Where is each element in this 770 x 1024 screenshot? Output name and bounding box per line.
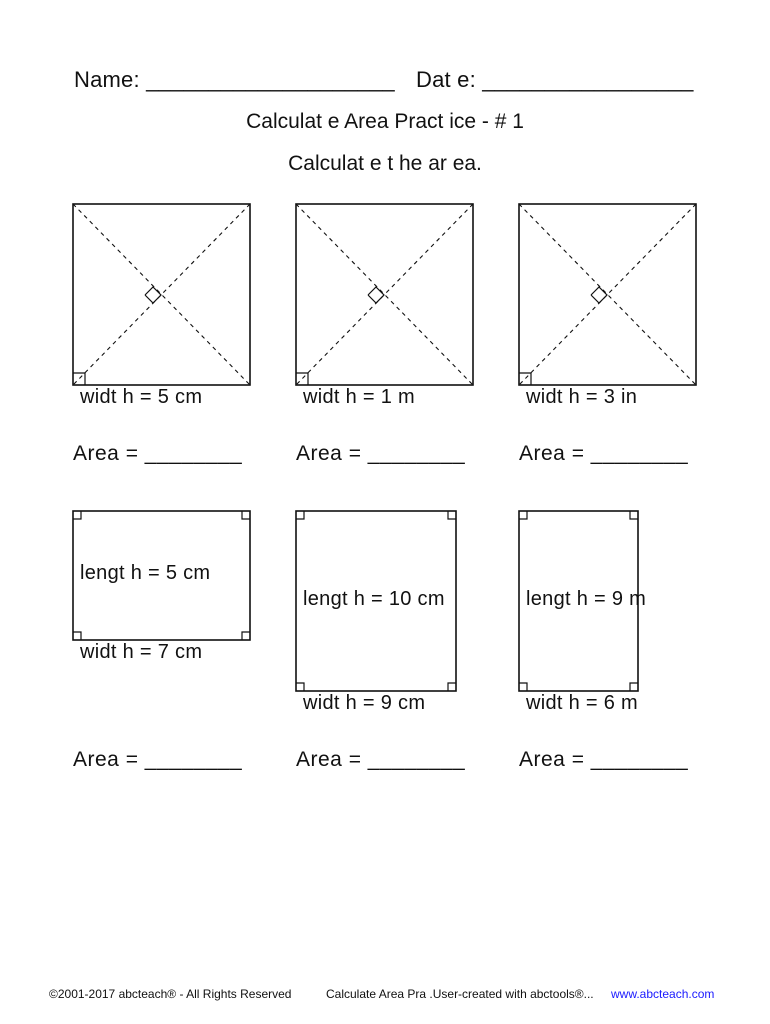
rectangle-1-length-label: lengt h = 5 cm (80, 562, 211, 584)
square-figure-3 (518, 203, 698, 387)
square-2-area-answer: Area = ________ (296, 442, 466, 465)
square-2-width-label: widt h = 1 m (303, 386, 415, 408)
square-figure-1 (72, 203, 252, 387)
rectangle-3-width-label: widt h = 6 m (526, 692, 638, 714)
square-1-area-answer: Area = ________ (73, 442, 243, 465)
rectangle-3-length-label: lengt h = 9 m (526, 588, 647, 610)
rectangle-2-length-label: lengt h = 10 cm (303, 588, 445, 610)
footer-abcteach-link[interactable]: www.abcteach.com (611, 987, 715, 1001)
square-1-width-label: widt h = 5 cm (80, 386, 203, 408)
rectangle-3-area-answer: Area = ________ (519, 748, 689, 771)
rectangle-1-width-label: widt h = 7 cm (80, 641, 203, 663)
worksheet-title: Calculat e Area Pract ice - # 1 (246, 110, 524, 133)
square-3-width-label: widt h = 3 in (526, 386, 638, 408)
footer-created-with: Calculate Area Pra .User-created with abctools®... (326, 987, 594, 1001)
date-field-label: Dat e: _________________ (416, 67, 694, 92)
rectangle-2-area-answer: Area = ________ (296, 748, 466, 771)
name-field-label: Name: ____________________ (74, 67, 395, 92)
footer-copyright: ©2001-2017 abcteach® - All Rights Reserved (49, 987, 292, 1001)
rectangle-1-area-answer: Area = ________ (73, 748, 243, 771)
worksheet-instruction: Calculat e t he ar ea. (288, 152, 482, 175)
rectangle-2-width-label: widt h = 9 cm (303, 692, 426, 714)
square-figure-2 (295, 203, 475, 387)
square-3-area-answer: Area = ________ (519, 442, 689, 465)
